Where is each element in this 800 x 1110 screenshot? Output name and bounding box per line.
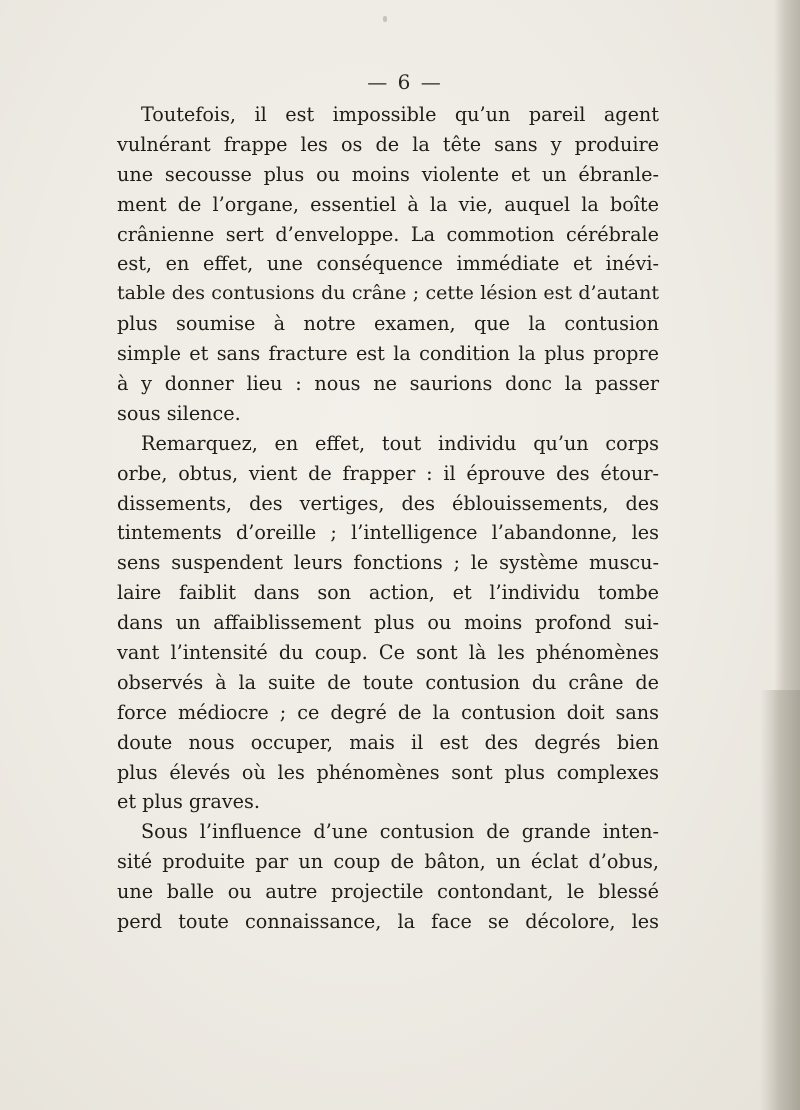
text-line: sous silence.	[117, 401, 241, 425]
text-line: vulnérant frappe les os de la tête sans y produire	[117, 132, 659, 156]
text-line: plus soumise à notre examen, que la contusion	[117, 312, 659, 336]
text-line: à y donner lieu : nous ne saurions donc la passer	[117, 372, 659, 396]
text-line: observés à la suite de toute contusion du crâne de	[117, 670, 659, 694]
text-line: crânienne sert d’enveloppe. La commotion cérébrale	[117, 222, 659, 246]
text-line: sens suspendent leurs fonctions ; le système muscu-	[117, 551, 659, 575]
body-text	[117, 100, 659, 937]
text-line: vant l’intensité du coup. Ce sont là les phénomènes	[117, 641, 659, 665]
text-line: table des contusions du crâne ; cette lésion est d’autant	[117, 282, 659, 305]
text-line: une secousse plus ou moins violente et un ébranle-	[117, 162, 659, 186]
text-line: et plus graves.	[117, 790, 260, 814]
text-line: laire faiblit dans son action, et l’individu tombe	[117, 581, 659, 605]
text-line: orbe, obtus, vient de frapper : il éprouve des étour-	[117, 461, 659, 485]
text-line: doute nous occuper, mais il est des degrés bien	[117, 730, 659, 754]
text-line: dans un affaiblissement plus ou moins profond sui-	[117, 611, 659, 635]
text-line: Toutefois, il est impossible qu’un pareil agent	[141, 103, 659, 126]
text-line: est, en effet, une conséquence immédiate et inévi-	[117, 252, 659, 276]
page-edge-shadow-bottom	[760, 690, 800, 1110]
text-line: Sous l’influence d’une contusion de grande inten-	[141, 820, 659, 844]
text-line: force médiocre ; ce degré de la contusion doit sans	[117, 700, 659, 724]
text-line: ment de l’organe, essentiel à la vie, auquel la boîte	[117, 192, 659, 216]
text-line: plus élevés où les phénomènes sont plus complexes	[117, 760, 659, 784]
text-line: Remarquez, en effet, tout individu qu’un corps	[141, 431, 659, 455]
text-line: perd toute connaissance, la face se décolore, les	[117, 910, 659, 934]
text-line: simple et sans fracture est la condition la plus propre	[117, 342, 659, 366]
text-line: dissements, des vertiges, des éblouissements, des	[117, 491, 659, 515]
page-number: — 6 —	[367, 70, 443, 94]
paper-speck	[383, 16, 387, 22]
text-line: sité produite par un coup de bâton, un éclat d’obus,	[117, 850, 659, 874]
text-line: une balle ou autre projectile contondant, le blessé	[117, 880, 659, 904]
text-line: tintements d’oreille ; l’intelligence l’abandonne, les	[117, 521, 659, 545]
